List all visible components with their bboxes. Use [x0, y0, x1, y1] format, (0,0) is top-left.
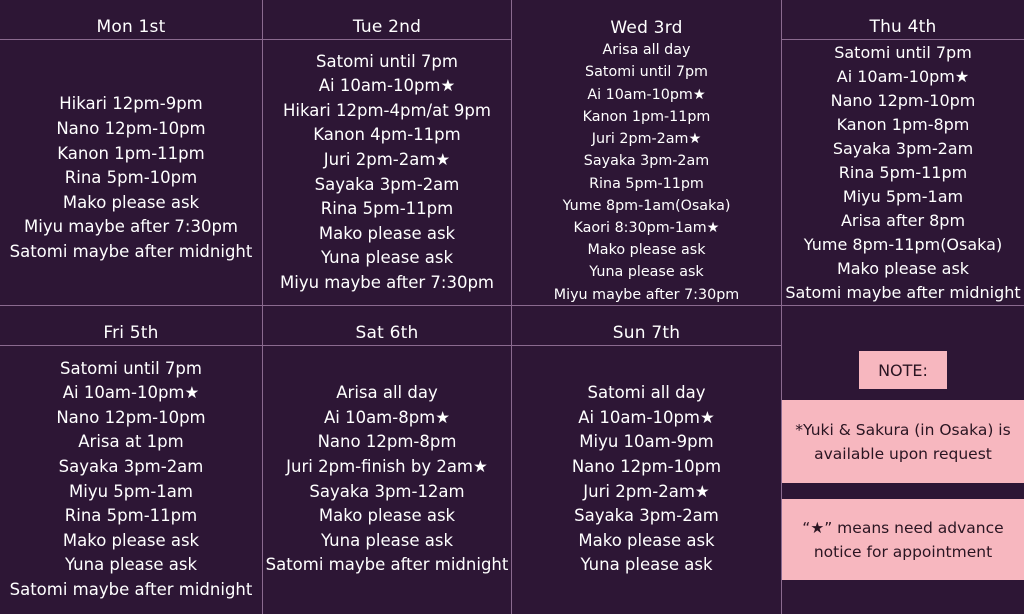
- day-cell-thu: [782, 0, 1024, 306]
- schedule-entry: Yume 8pm-1am(Osaka): [562, 197, 731, 214]
- schedule-entry: Yume 8pm-11pm(Osaka): [803, 234, 1003, 254]
- schedule-entry: Rina 5pm-11pm: [838, 162, 968, 182]
- day-header: Fri 5th: [0, 306, 262, 346]
- note-title: NOTE:: [859, 351, 947, 389]
- schedule-entry: Hikari 12pm-9pm: [59, 94, 203, 114]
- schedule-entry: Juri 2pm-2am★: [583, 481, 710, 501]
- day-entries: [263, 346, 511, 613]
- schedule-entry: Sayaka 3pm-2am: [583, 153, 710, 170]
- note-text: *Yuki & Sakura (in Osaka) is: [795, 420, 1011, 439]
- schedule-entry: Mako please ask: [836, 258, 970, 278]
- schedule-entry: Ai 10am-10pm★: [587, 86, 706, 103]
- schedule-entry: Sayaka 3pm-2am: [832, 138, 974, 158]
- schedule-entry: Sayaka 3pm-2am: [314, 174, 460, 194]
- note-cell: [782, 306, 1024, 614]
- schedule-entry: Miyu maybe after 7:30pm: [553, 286, 740, 303]
- schedule-entry: Kanon 4pm-11pm: [313, 125, 461, 145]
- note-text: “★” means need advance: [802, 518, 1004, 537]
- schedule-entry: Rina 5pm-11pm: [320, 199, 454, 219]
- schedule-entry: Juri 2pm-finish by 2am★: [286, 456, 488, 476]
- schedule-entry: Satomi until 7pm: [585, 64, 708, 81]
- schedule-entry: Miyu 5pm-1am: [69, 481, 193, 501]
- schedule-entry: Hikari 12pm-4pm/at 9pm: [283, 100, 491, 120]
- schedule-entry: Ai 10am-10pm★: [836, 66, 970, 86]
- schedule-entry: Sayaka 3pm-12am: [309, 481, 465, 501]
- schedule-entry: Arisa after 8pm: [840, 210, 966, 230]
- schedule-entry: Satomi maybe after midnight: [785, 282, 1021, 302]
- schedule-entry: Mako please ask: [318, 506, 456, 526]
- note-text: notice for appointment: [813, 542, 993, 561]
- schedule-entry: Yuna please ask: [580, 555, 713, 575]
- schedule-entry: Mako please ask: [587, 242, 706, 259]
- schedule-entry: Mako please ask: [62, 192, 200, 212]
- schedule-entry: Mako please ask: [62, 530, 200, 550]
- day-entries: [0, 40, 262, 305]
- schedule-entry: Nano 12pm-10pm: [830, 90, 976, 110]
- schedule-entry: Yuna please ask: [589, 264, 704, 281]
- schedule-entry: Kanon 1pm-8pm: [836, 114, 970, 134]
- schedule-entry: Miyu 10am-9pm: [579, 432, 714, 452]
- note-box-star-legend: [782, 499, 1024, 580]
- day-header: Wed 3rd: [610, 18, 683, 38]
- schedule-entry: Satomi until 7pm: [316, 51, 458, 71]
- schedule-entry: Mako please ask: [318, 223, 456, 243]
- schedule-entry: Kanon 1pm-11pm: [57, 143, 205, 163]
- day-entries: [263, 40, 511, 305]
- day-entries: [0, 346, 262, 613]
- schedule-entry: Nano 12pm-10pm: [571, 456, 722, 476]
- schedule-entry: Satomi maybe after midnight: [9, 241, 253, 261]
- schedule-entry: Arisa all day: [602, 42, 691, 59]
- day-header: Tue 2nd: [263, 0, 511, 40]
- day-cell-mon: [0, 0, 263, 306]
- day-header: Mon 1st: [0, 0, 262, 40]
- schedule-entry: Juri 2pm-2am★: [323, 149, 451, 169]
- day-cell-wed: [512, 0, 782, 306]
- day-entries: [512, 346, 781, 613]
- schedule-entry: Satomi until 7pm: [60, 358, 202, 378]
- schedule-entry: Satomi all day: [587, 383, 706, 403]
- schedule-entry: Miyu maybe after 7:30pm: [280, 272, 494, 292]
- schedule-entry: Arisa at 1pm: [78, 432, 184, 452]
- schedule-entry: Arisa all day: [336, 383, 438, 403]
- schedule-entry: Rina 5pm-11pm: [64, 506, 198, 526]
- schedule-entry: Rina 5pm-11pm: [589, 175, 704, 192]
- schedule-entry: Yuna please ask: [64, 555, 198, 575]
- schedule-entry: Sayaka 3pm-2am: [574, 506, 719, 526]
- schedule-entry: Miyu maybe after 7:30pm: [24, 217, 238, 237]
- schedule-entry: Ai 10am-10pm★: [62, 383, 200, 403]
- day-header: Sun 7th: [512, 306, 781, 346]
- schedule-entry: Satomi until 7pm: [834, 42, 972, 62]
- schedule-entry: Satomi maybe after midnight: [265, 555, 509, 575]
- schedule-entry: Mako please ask: [578, 530, 715, 550]
- schedule-entry: Sayaka 3pm-2am: [58, 456, 204, 476]
- schedule-entry: Ai 10am-8pm★: [323, 407, 451, 427]
- day-cell-sat: [263, 306, 512, 614]
- note-text: available upon request: [814, 444, 992, 463]
- schedule-entry: Ai 10am-10pm★: [578, 407, 715, 427]
- schedule-entry: Nano 12pm-8pm: [317, 432, 457, 452]
- schedule-entry: Nano 12pm-10pm: [56, 407, 206, 427]
- schedule-entry: Nano 12pm-10pm: [56, 119, 206, 139]
- schedule-entry: Rina 5pm-10pm: [64, 168, 198, 188]
- schedule-entry: Miyu 5pm-1am: [842, 186, 964, 206]
- schedule-entry: Yuna please ask: [320, 530, 454, 550]
- day-header: Thu 4th: [782, 0, 1024, 40]
- schedule-entry: Kaori 8:30pm-1am★: [573, 219, 720, 236]
- schedule-entry: Kanon 1pm-11pm: [582, 108, 711, 125]
- schedule-entry: Yuna please ask: [320, 248, 454, 268]
- note-box-availability: [782, 400, 1024, 483]
- schedule-entry: Ai 10am-10pm★: [318, 76, 456, 96]
- day-cell-sun: [512, 306, 782, 614]
- schedule-entry: Satomi maybe after midnight: [9, 579, 253, 599]
- day-header: Sat 6th: [263, 306, 511, 346]
- day-cell-fri: [0, 306, 263, 614]
- schedule-entry: Juri 2pm-2am★: [591, 131, 702, 148]
- day-entries: [782, 40, 1024, 305]
- day-entries: [512, 40, 781, 305]
- day-cell-tue: [263, 0, 512, 306]
